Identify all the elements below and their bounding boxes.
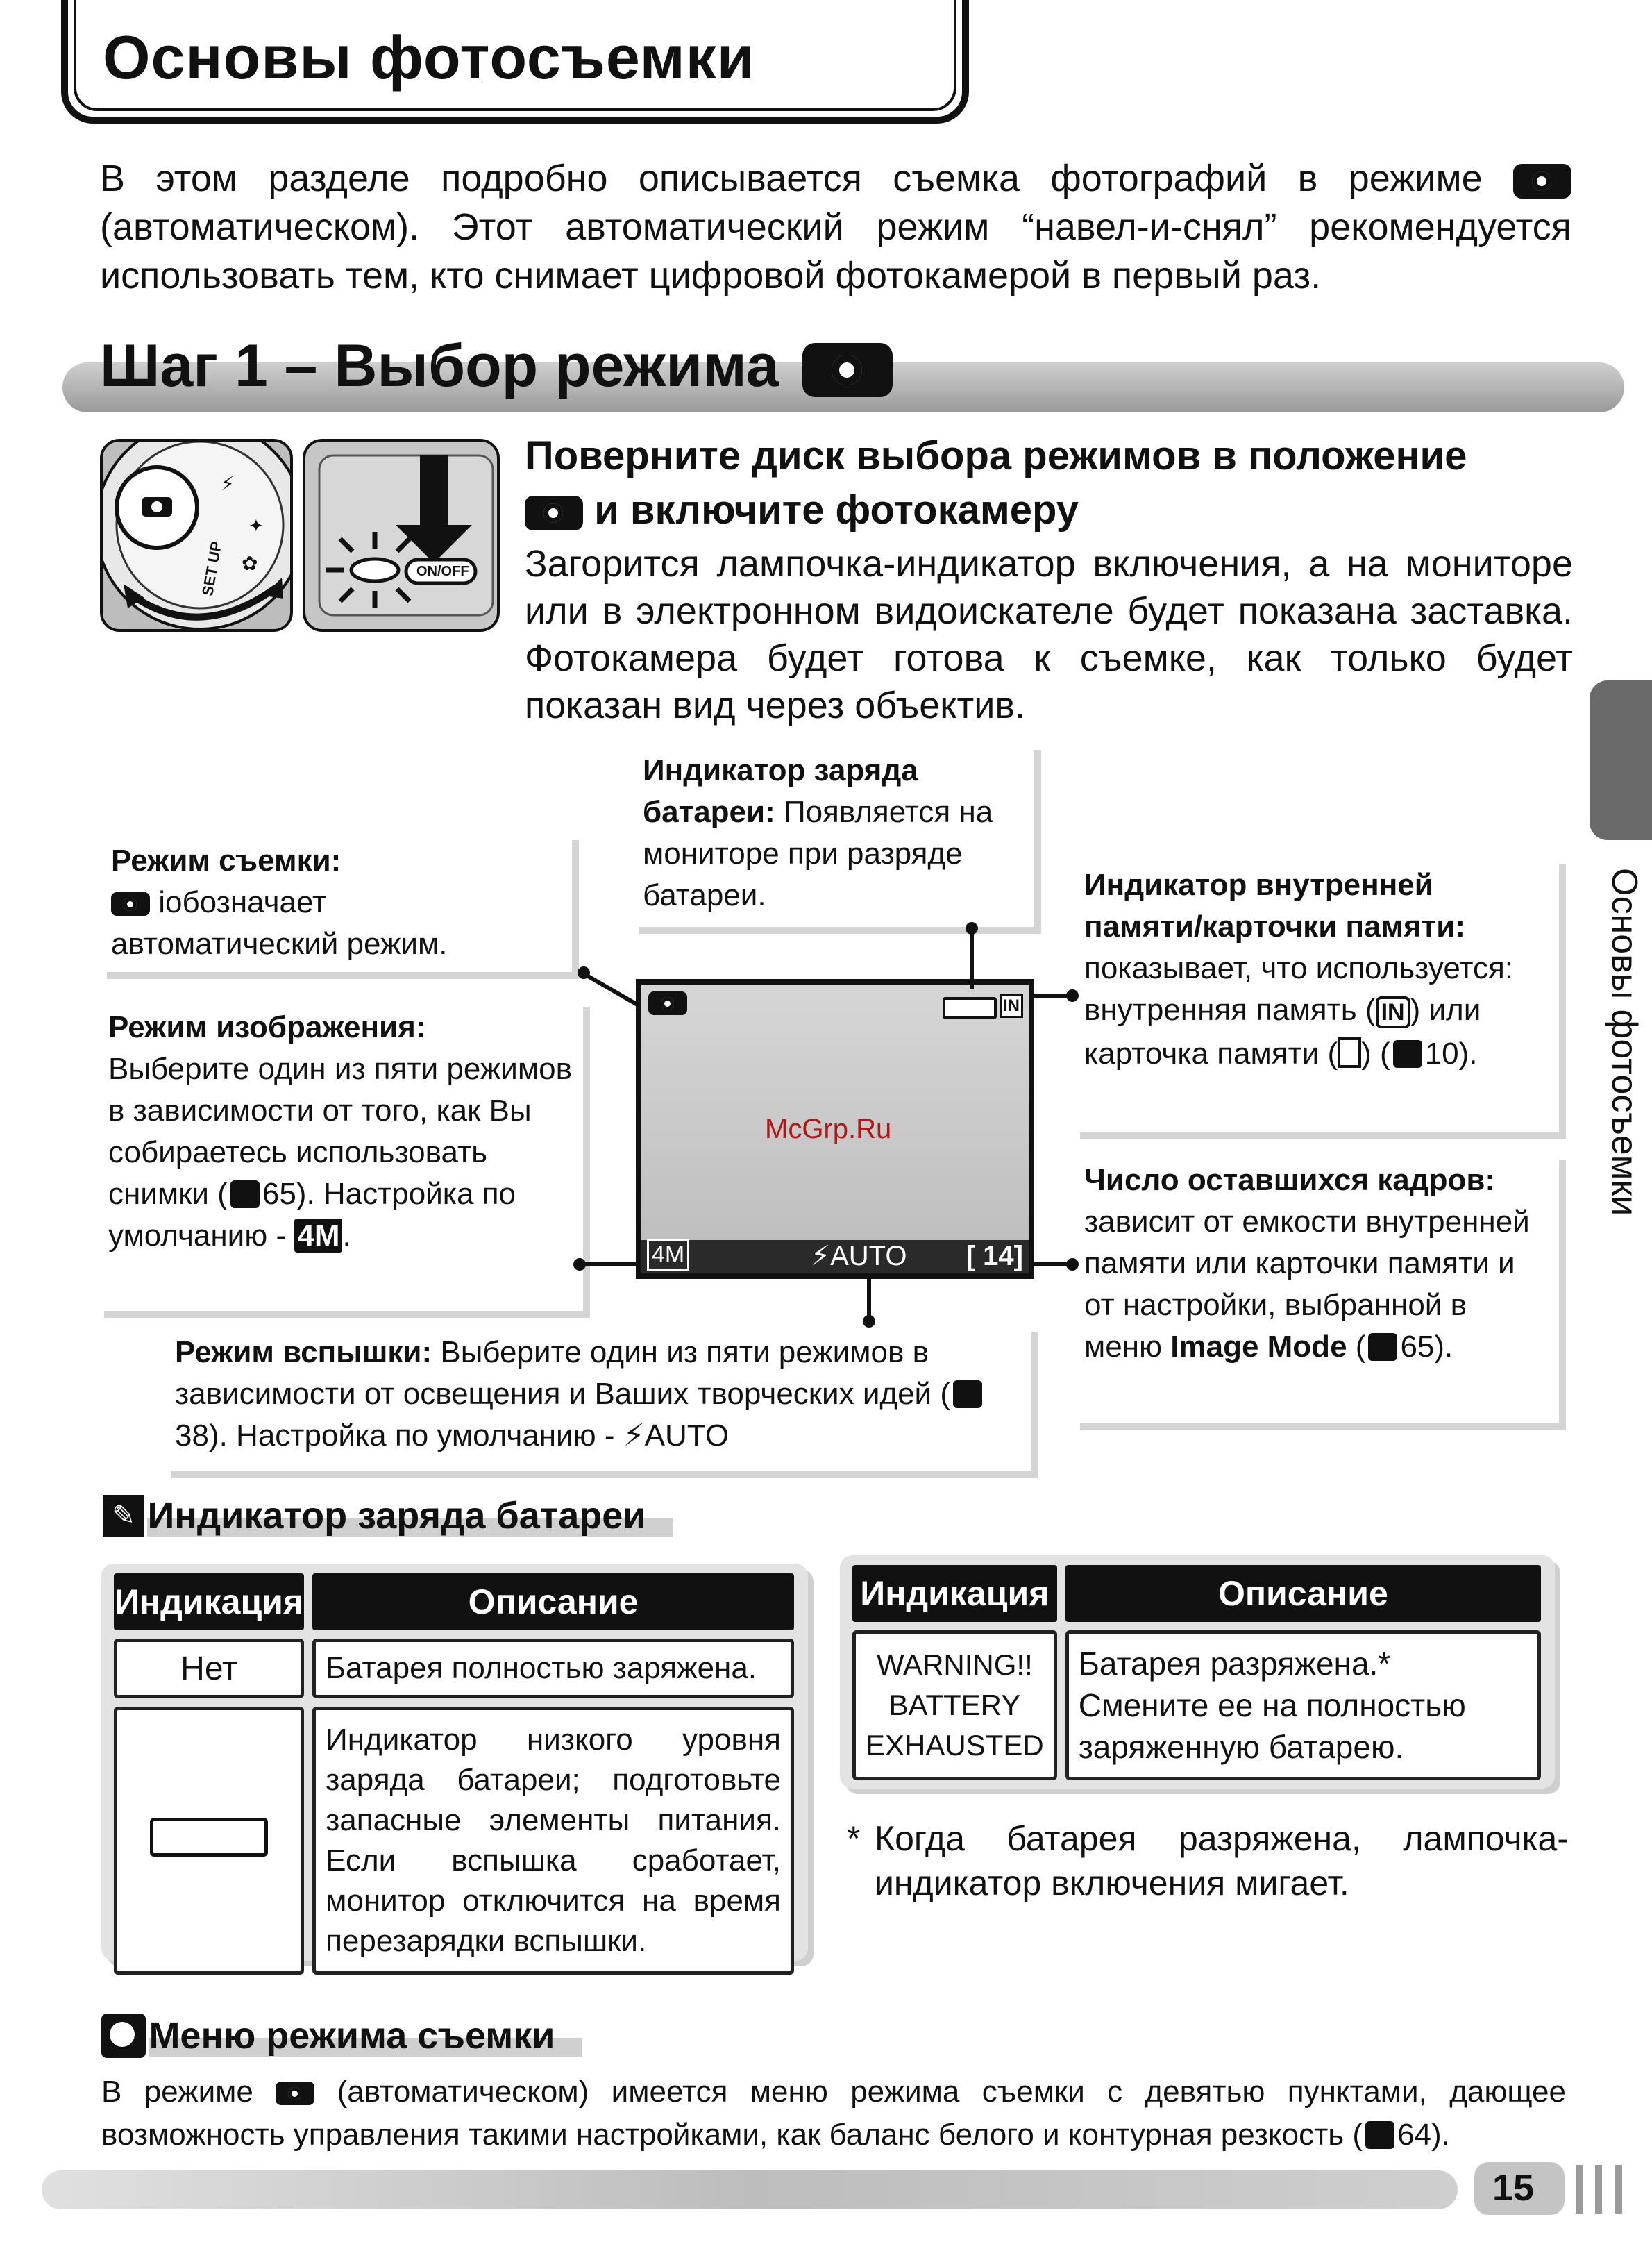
power-lamp-icon xyxy=(305,442,497,629)
page-title: Основы фотосъемки xyxy=(103,23,755,92)
watermark: McGrp.Ru xyxy=(765,1114,892,1144)
page-number: 15 xyxy=(1492,2167,1535,2209)
internal-memory-icon: IN xyxy=(1376,996,1410,1028)
flash-icon: ⚡ xyxy=(623,1419,645,1453)
col-description: Описание xyxy=(312,1573,794,1630)
callout-image-text-a: Выберите один из пяти режимов в зависимости от того, как Вы собираетесь использовать снимки ( xyxy=(108,1052,572,1211)
monitor-flash xyxy=(811,1240,907,1272)
side-tab-label: Основы фотосъемки xyxy=(1604,868,1644,1216)
callout-flash xyxy=(164,1325,1031,1471)
col-indication: Индикация xyxy=(114,1573,304,1630)
battery-section-title: Индикатор заряда батареи xyxy=(147,1495,673,1537)
shooting-menu-title: Меню режима съемки xyxy=(149,2015,582,2057)
callout-flash-title: Режим вспышки: xyxy=(175,1335,432,1369)
battery-section-heading xyxy=(103,1494,673,1537)
callout-flash-default: AUTO xyxy=(644,1419,730,1453)
leader-mode-dot xyxy=(578,966,590,979)
battery-table-right xyxy=(844,1557,1549,1789)
callout-battery xyxy=(632,743,1034,927)
monitor-battery-icon xyxy=(943,997,997,1019)
row2-description: Индикатор низкого уровня заряда батареи; подготовьте запасные элементы питания. Если вспышка сработает, монитор отключится на время перезарядки вспышки. xyxy=(312,1707,794,1975)
monitor-mode-icon xyxy=(648,991,687,1015)
reference-icon xyxy=(1393,1040,1422,1068)
callout-mode-title: Режим съемки: xyxy=(111,844,342,878)
callout-flash-text-b: 38). Настройка по умолчанию - xyxy=(175,1419,615,1453)
memory-card-icon xyxy=(1338,1037,1361,1068)
leader-frames-dot xyxy=(1066,1258,1079,1271)
leader-battery-dot xyxy=(966,922,978,935)
instruction-body: Загорится лампочка-индикатор включения, а на мониторе или в электронном видоискателе будет показана заставка. Фотокамера будет готова к съемке, как только будет показан вид через объектив. xyxy=(525,543,1573,726)
callout-frames-title: Число оставшихся кадров: xyxy=(1084,1163,1496,1197)
callout-frames xyxy=(1073,1153,1559,1423)
camera-mode-icon xyxy=(276,2082,314,2105)
shooting-menu-text-c: 64). xyxy=(1397,2118,1450,2152)
callout-memory-text-a: показывает, что используется: внутренняя память ( xyxy=(1084,951,1514,1027)
leader-flash-dot xyxy=(863,1315,875,1328)
callout-image-title: Режим изображения: xyxy=(108,1010,426,1044)
leader-image-dot xyxy=(573,1258,586,1271)
leader-battery xyxy=(970,927,974,989)
callout-memory-title: Индикатор внутренней памяти/карточки памяти: xyxy=(1084,868,1465,944)
reference-icon xyxy=(953,1380,982,1408)
note-pencil-icon: ✎ xyxy=(103,1495,144,1537)
leader-mode xyxy=(584,972,640,1007)
camera-mode-icon xyxy=(525,496,583,530)
row2-indication xyxy=(114,1707,304,1975)
footer-bar xyxy=(42,2170,1458,2209)
mode-dial-illustration xyxy=(100,439,293,632)
callout-memory-text-d: 10). xyxy=(1424,1037,1478,1071)
monitor-flash-label: AUTO xyxy=(830,1241,907,1271)
svg-text:⚡: ⚡ xyxy=(221,472,235,495)
instruction-title xyxy=(525,429,1573,537)
battery-table-left xyxy=(106,1565,802,1983)
intro-text-1: В этом разделе подробно описывается съемка фотографий в режиме xyxy=(100,158,1483,199)
shooting-menu-text-b: (автоматическом) имеется меню режима съемки с девятью пунктами, дающее возможность управления такими настройками, как баланс белого и контурная резкость ( xyxy=(101,2075,1566,2152)
side-tab xyxy=(1590,680,1652,840)
leader-memory-dot xyxy=(1066,989,1079,1002)
footnote-text: Когда батарея разряжена, лампочка-индикатор включения мигает. xyxy=(875,1819,1569,1902)
callout-battery-text: Появляется на мониторе при разряде батареи. xyxy=(643,795,993,912)
svg-text:✦: ✦ xyxy=(248,516,264,537)
shooting-menu-icon xyxy=(101,2014,146,2058)
shooting-menu-text-a: В режиме xyxy=(101,2075,253,2109)
battery-table-left-box xyxy=(101,1564,808,1961)
camera-mode-icon xyxy=(802,343,893,397)
instruction-title-line1: Поверните диск выбора режимов в положение xyxy=(525,433,1467,478)
reference-icon xyxy=(230,1180,260,1208)
col-description: Описание xyxy=(1065,1565,1541,1622)
row3-indication xyxy=(852,1630,1057,1780)
callout-mode xyxy=(100,833,572,972)
callout-image-text-c: . xyxy=(342,1219,351,1253)
svg-text:✿: ✿ xyxy=(242,552,258,575)
instruction-title-line2: и включите фотокамеру xyxy=(594,487,1079,533)
leader-image xyxy=(579,1262,641,1266)
row3-indication-line1: WARNING!! xyxy=(876,1648,1033,1681)
on-off-label: ON/OFF xyxy=(416,564,469,579)
leader-flash xyxy=(867,1279,871,1321)
row1-indication: Нет xyxy=(114,1639,304,1698)
callout-battery-title: Индикатор заряда батареи: xyxy=(643,753,918,829)
callout-frames-text-c: 65). xyxy=(1400,1330,1453,1364)
callout-memory-text-c: ) ( xyxy=(1361,1037,1390,1071)
shooting-menu-text xyxy=(101,2070,1566,2157)
power-button-illustration xyxy=(303,439,500,632)
mode-dial-icon xyxy=(103,442,290,629)
flash-icon: ⚡ xyxy=(811,1241,831,1271)
intro-paragraph xyxy=(100,154,1571,300)
callout-image xyxy=(97,1000,583,1311)
callout-frames-menu: Image Mode xyxy=(1170,1330,1347,1364)
battery-footnote xyxy=(847,1816,1569,1905)
row3-indication-line2: BATTERY xyxy=(888,1689,1021,1721)
callout-frames-text-a: зависит от емкости внутренней памяти или карточки памяти и от настройки, выбранной в меню xyxy=(1084,1205,1530,1364)
callout-memory-text-b: ) или карточка памяти ( xyxy=(1084,993,1481,1071)
reference-icon xyxy=(1368,1333,1397,1361)
low-battery-icon xyxy=(150,1818,268,1857)
shooting-menu-heading xyxy=(101,2014,582,2058)
camera-mode-icon xyxy=(111,892,150,916)
callout-mode-text: iобозначает автоматический режим. xyxy=(111,885,448,961)
row3-description: Батарея разряжена.* Смените ее на полностью заряженную батарею. xyxy=(1065,1630,1541,1780)
battery-table-right-box xyxy=(840,1555,1555,1789)
reference-icon xyxy=(1365,2121,1394,2149)
callout-memory xyxy=(1073,857,1559,1132)
footer-stripes xyxy=(1576,2165,1622,2217)
camera-monitor xyxy=(636,979,1034,1279)
step-heading-text: Шаг 1 – Выбор режима xyxy=(100,333,779,399)
footnote-mark: * xyxy=(847,1819,861,1858)
callout-image-text-b: 65). Настройка по умолчанию - xyxy=(108,1177,516,1253)
row3-indication-line3: EXHAUSTED xyxy=(866,1729,1044,1762)
setup-label: SET UP xyxy=(199,539,226,598)
callout-frames-text-b: ( xyxy=(1355,1330,1366,1364)
monitor-in-icon: IN xyxy=(1000,994,1023,1018)
image-mode-4m-icon: 4M xyxy=(294,1219,342,1253)
row1-description: Батарея полностью заряжена. xyxy=(312,1639,794,1698)
intro-text-2: (автоматическом). Этот автоматический режим “навел-и-снял” рекомендуется использовать тем, кто снимает цифровой фотокамерой в первый раз. xyxy=(100,206,1571,296)
page-header-box xyxy=(61,0,969,124)
callout-flash-text-a: Выберите один из пяти режимов в зависимости от освещения и Ваших творческих идей ( xyxy=(175,1335,951,1411)
monitor-image-mode: 4M xyxy=(647,1239,689,1271)
col-indication: Индикация xyxy=(852,1565,1057,1622)
step-heading xyxy=(100,332,893,401)
camera-mode-icon xyxy=(1513,164,1571,199)
monitor-frames: [ 14] xyxy=(966,1241,1023,1271)
